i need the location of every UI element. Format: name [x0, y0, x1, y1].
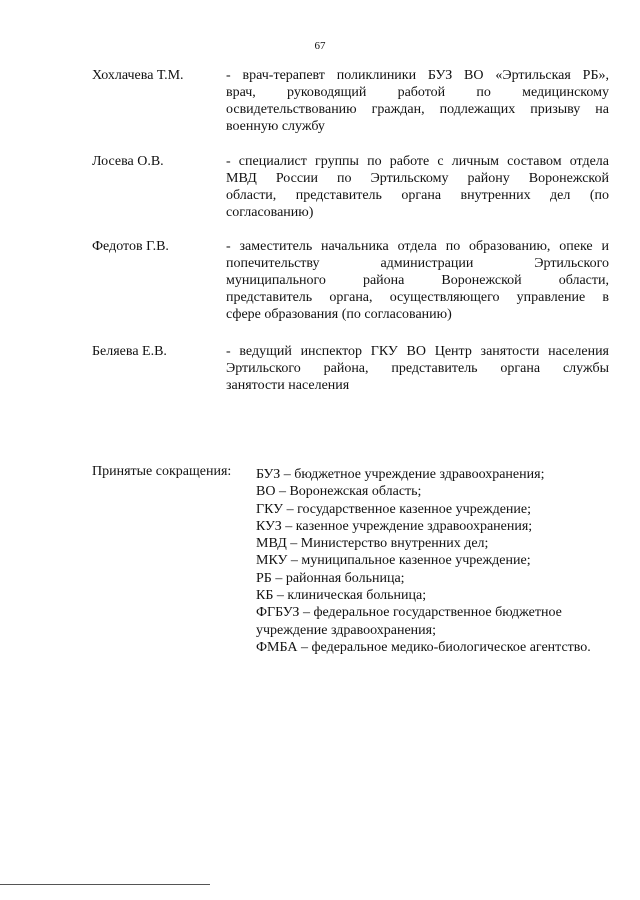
abbreviation-item: МКУ – муниципальное казенное учреждение;: [256, 553, 531, 569]
description-line: Эртильского района, представитель органа службы: [226, 361, 609, 376]
description-line: занятости населения: [226, 378, 350, 393]
abbreviation-item: КБ – клиническая больница;: [256, 588, 427, 604]
abbreviations-list: [256, 466, 596, 656]
member-name: Беляева Е.В.: [92, 344, 167, 359]
description-line: - врач-терапевт поликлиники БУЗ ВО «Эртильская РБ»,: [226, 68, 609, 83]
abbreviations-label: Принятые сокращения:: [92, 464, 232, 479]
member-description: [226, 238, 609, 323]
description-line: освидетельствованию граждан, подлежащих призыву на: [226, 102, 609, 117]
member-description: [226, 153, 609, 221]
description-line: попечительству администрации Эртильского: [226, 256, 609, 271]
description-line: МВД России по Эртильскому району Воронежской: [226, 171, 609, 186]
description-line: - специалист группы по работе с личным составом отдела: [226, 154, 609, 169]
abbreviation-item: МВД – Министерство внутренних дел;: [256, 536, 489, 552]
member-description: [226, 343, 609, 394]
member-description: [226, 67, 609, 135]
member-name: Лосева О.В.: [92, 154, 164, 169]
description-line: - ведущий инспектор ГКУ ВО Центр занятости населения: [226, 344, 609, 359]
abbreviation-item: РБ – районная больница;: [256, 570, 405, 586]
member-name: Хохлачева Т.М.: [92, 68, 184, 83]
abbreviation-item: ВО – Воронежская область;: [256, 484, 422, 500]
abbreviation-item: БУЗ – бюджетное учреждение здравоохранения;: [256, 467, 545, 482]
description-line: сфере образования (по согласованию): [226, 307, 452, 322]
description-line: согласованию): [226, 205, 314, 220]
description-line: - заместитель начальника отдела по образованию, опеке и: [226, 239, 609, 254]
abbreviation-item: ФГБУЗ – федеральное государственное бюджетное учреждение здравоохранения;: [256, 605, 562, 638]
footer-rule: [0, 884, 210, 885]
description-line: муниципального района Воронежской области,: [226, 273, 609, 288]
abbreviation-item: ГКУ – государственное казенное учреждение;: [256, 501, 532, 517]
member-name: Федотов Г.В.: [92, 239, 169, 254]
abbreviation-item: КУЗ – казенное учреждение здравоохранения;: [256, 518, 533, 534]
description-line: представитель органа, осуществляющего управление в: [226, 290, 609, 305]
page-number: 67: [314, 40, 326, 52]
description-line: военную службу: [226, 119, 325, 134]
abbreviation-item: ФМБА – федеральное медико-биологическое агентство.: [256, 639, 591, 655]
description-line: области, представитель органа внутренних дел (по: [226, 188, 609, 203]
description-line: врач, руководящий работой по медицинскому: [226, 85, 609, 100]
